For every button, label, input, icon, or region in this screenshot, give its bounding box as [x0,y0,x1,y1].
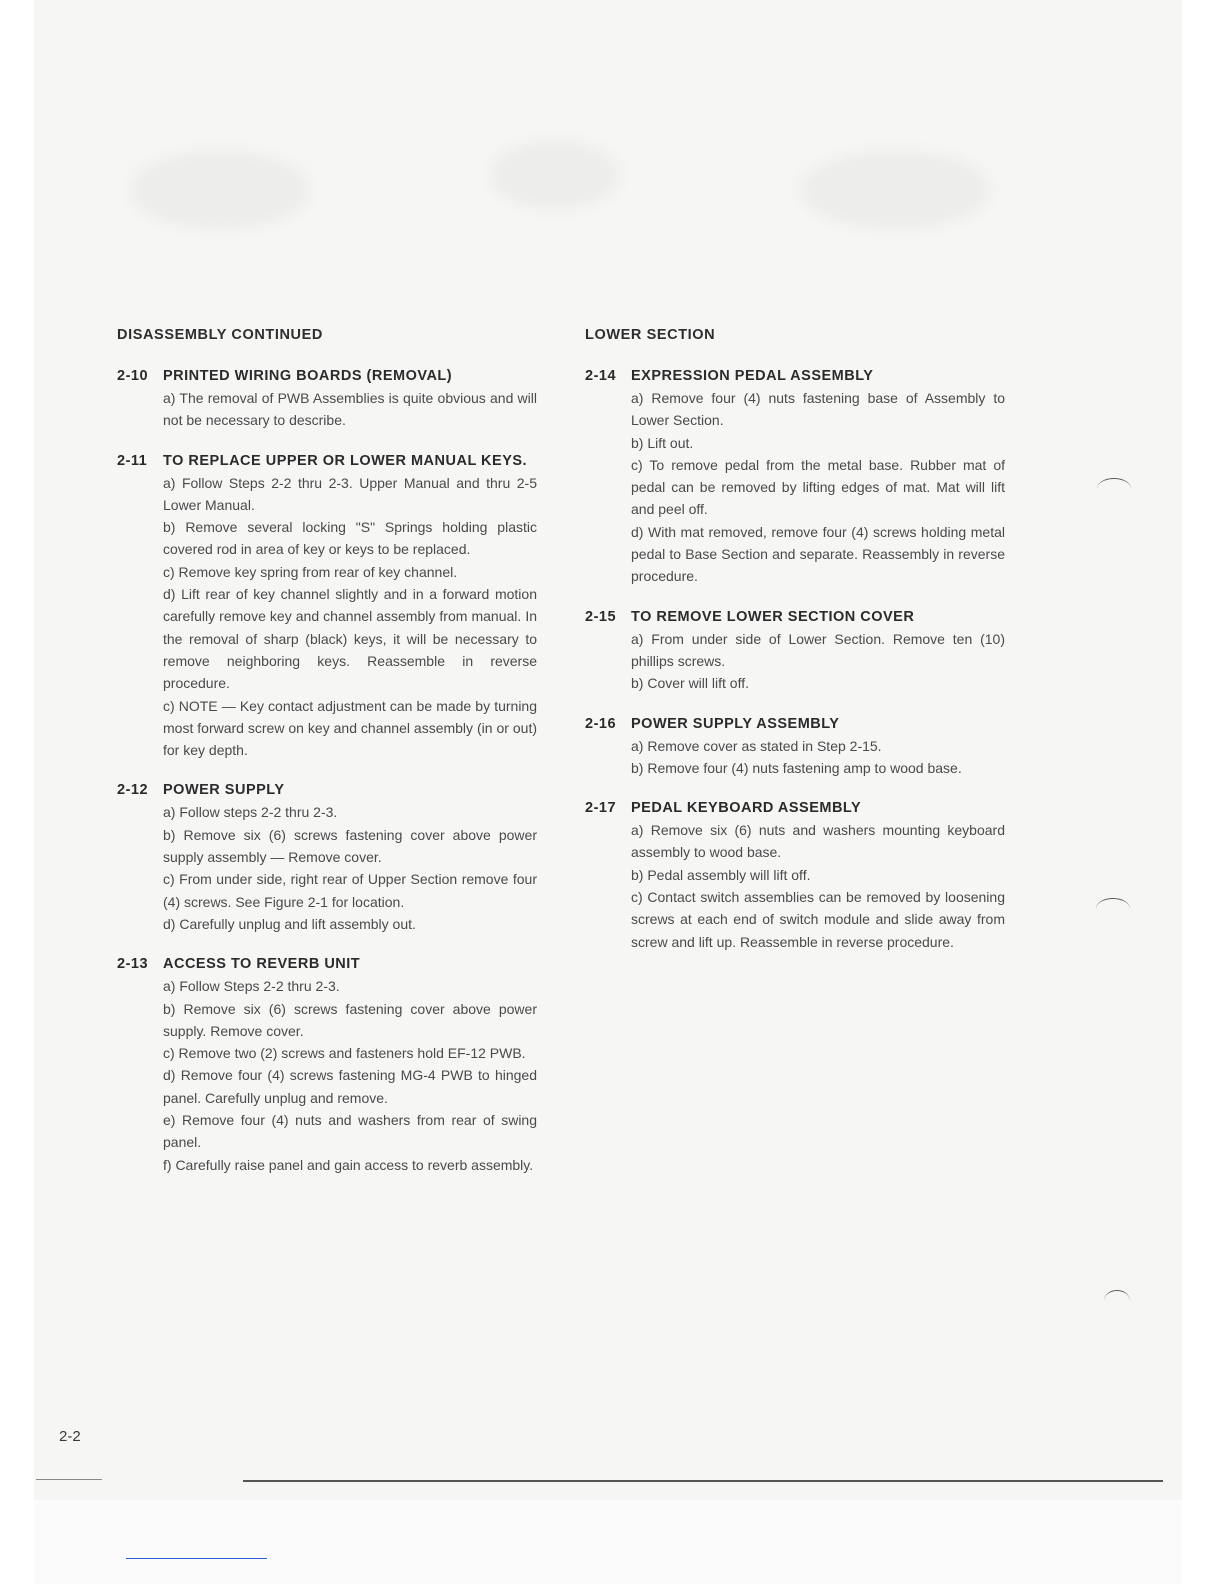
step-text: b) Remove six (6) screws fastening cover above power supply. Remove cover. [163,1000,537,1039]
section-title: PEDAL KEYBOARD ASSEMBLY [631,800,862,817]
left-column [117,324,537,1194]
footer-rule [243,1480,1163,1482]
step-text: b) Lift out. [631,434,694,451]
step-text: f) Carefully raise panel and gain access to reverb assembly. [163,1156,534,1173]
step-text: c) To remove pedal from the metal base. Rubber mat of pedal can be removed by lifting edges of mat. Mat will lift and peel off. [631,456,1005,518]
step-text: c) From under side, right rear of Upper Section remove four (4) screws. See Figure 2-1 for location. [163,871,537,910]
step-text: d) Remove four (4) screws fastening MG-4 PWB to hinged panel. Carefully unplug and remove. [163,1067,537,1106]
step-text: a) From under side of Lower Section. Remove ten (10) phillips screws. [631,630,1005,669]
step-text: b) Pedal assembly will lift off. [631,866,811,883]
section-header [585,606,1005,628]
section-header [117,450,537,472]
bleed-through-mark [130,150,310,230]
section-number: 2-16 [585,715,617,732]
step-text: b) Remove six (6) screws fastening cover above power supply assembly — Remove cover. [163,826,537,866]
step-text: a) The removal of PWB Assemblies is quite obvious and will not be necessary to describe. [163,390,537,429]
left-column-heading: DISASSEMBLY CONTINUED [117,327,323,343]
section-title: TO REPLACE UPPER OR LOWER MANUAL KEYS. [163,452,528,469]
page-number: 2-2 [59,1428,81,1445]
step-text: a) Remove six (6) nuts and washers mounting keyboard assembly to wood base. [631,822,1005,861]
footer-rule-left [36,1479,102,1480]
step-text: b) Remove several locking "S" Springs holding plastic covered rod in area of key or keys to be replaced. [163,519,537,558]
step-text: a) Follow Steps 2-2 thru 2-3. Upper Manual and thru 2-5 Lower Manual. [163,474,537,513]
section-2-17 [585,797,1005,953]
section-number: 2-17 [585,800,617,817]
section-number: 2-10 [117,368,149,384]
binder-hole-mark [1104,1290,1130,1311]
binder-hole-mark [1097,478,1131,499]
step-text: d) Lift rear of key channel slightly and in a forward motion carefully remove key and channel assembly from manual. In the removal of sharp (black) keys, it will be necessary to remove neighboring keys. Reassemble in reverse procedure. [163,586,537,692]
section-number: 2-14 [585,368,617,384]
section-2-16 [585,713,1005,780]
section-2-10 [117,365,537,432]
step-text: b) Cover will lift off. [631,675,749,692]
scan-artifact-line [126,1558,267,1559]
section-number: 2-12 [117,782,149,799]
step-text: a) Remove cover as stated in Step 2-15. [631,737,882,754]
bleed-through-mark [800,150,990,230]
step-text: d) Carefully unplug and lift assembly out. [163,915,416,932]
step-text: e) Remove four (4) nuts and washers from rear of swing panel. [163,1112,537,1151]
section-header [585,797,1005,819]
section-title: POWER SUPPLY ASSEMBLY [631,715,840,732]
section-title: EXPRESSION PEDAL ASSEMBLY [631,368,874,384]
section-header [585,713,1005,735]
step-text: a) Follow steps 2-2 thru 2-3. [163,804,338,821]
section-2-13 [117,953,537,1176]
section-header [585,365,1005,387]
step-text: b) Remove four (4) nuts fastening amp to wood base. [631,759,962,776]
section-number: 2-15 [585,608,617,625]
section-2-12 [117,779,537,935]
section-title: TO REMOVE LOWER SECTION COVER [631,608,915,625]
section-number: 2-11 [117,452,148,469]
step-text: a) Remove four (4) nuts fastening base of Assembly to Lower Section. [631,390,1005,429]
step-text: c) NOTE — Key contact adjustment can be made by turning most forward screw on key and channel assembly (in or out) for key depth. [163,697,537,759]
section-header [117,953,537,975]
step-text: d) With mat removed, remove four (4) screws holding metal pedal to Base Section and separate. Reassembly in reverse procedure. [631,523,1005,585]
section-title: ACCESS TO REVERB UNIT [163,956,361,973]
right-column-heading: LOWER SECTION [585,327,716,343]
page-bottom-margin [34,1500,1182,1584]
binder-hole-mark [1096,898,1130,919]
section-header [117,779,537,801]
step-text: c) Remove two (2) screws and fasteners hold EF-12 PWB. [163,1045,526,1062]
section-2-14 [585,365,1005,588]
step-text: c) Remove key spring from rear of key channel. [163,563,458,580]
right-column [585,324,1005,971]
bleed-through-mark [490,140,620,210]
section-title: POWER SUPPLY [163,782,285,799]
section-title: PRINTED WIRING BOARDS (REMOVAL) [163,368,453,384]
step-text: a) Follow Steps 2-2 thru 2-3. [163,978,340,995]
section-2-11 [117,450,537,762]
step-text: c) Contact switch assemblies can be removed by loosening screws at each end of switch module and slide away from screw and lift up. Reassemble in reverse procedure. [631,889,1005,950]
section-number: 2-13 [117,956,149,973]
section-2-15 [585,606,1005,695]
section-header [117,365,537,387]
